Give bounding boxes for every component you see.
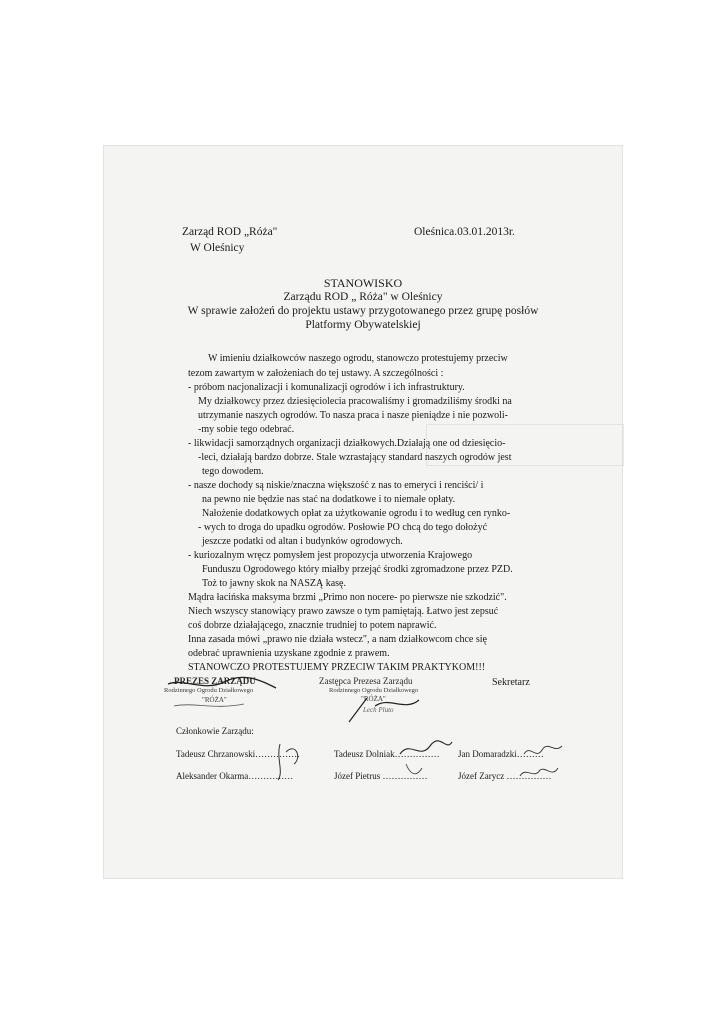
org-city: W Oleśnicy [190, 242, 245, 254]
body-line: -my sobie tego odebrać. [198, 424, 295, 435]
president-stamp [164, 676, 284, 720]
signature-scribble [272, 734, 312, 784]
stamp-line-2: Rodzinnego Ogrodu Działkowego [164, 687, 254, 694]
closing-statement: STANOWCZO PROTESTUJEMY PRZECIW TAKIM PRAKTYKOM!!! [188, 662, 486, 673]
members-label: Członkowie Zarządu: [176, 726, 254, 736]
body-line: tezom zawartym w założeniach do tej ustawy. A szczególności : [188, 368, 444, 379]
signature-scribble [396, 734, 456, 784]
stamp-role: Zastępca Prezesa Zarządu [319, 676, 413, 686]
body-line: utrzymanie naszych ogrodów. To nasza praca i nasze pieniądze i nie pozwoli- [198, 410, 509, 421]
member-signature: Tadeusz Dolniak…………… [334, 749, 440, 759]
body-line: na pewno nie będzie nas stać na dodatkowe i to niemałe opłaty. [202, 494, 456, 505]
stamp-line-2: Rodzinnego Ogrodu Działkowego [329, 687, 419, 694]
body-line: - próbom nacjonalizacji i komunalizacji ogrodów i ich infrastruktury. [188, 382, 465, 393]
secretary-label: Sekretarz [492, 677, 530, 688]
document-date: Oleśnica.03.01.2013r. [414, 226, 515, 238]
stamp-line-1: PREZES ZARZĄDU [174, 676, 256, 686]
signature-scribble [522, 740, 566, 762]
body-line: Toż to jawny skok na NASZĄ kasę. [202, 578, 346, 589]
title-line-4: Platformy Obywatelskiej [305, 319, 421, 331]
body-line: coś dobrze działającego, znacznie trudniej to potem naprawić. [188, 620, 437, 631]
document-page [104, 146, 622, 878]
body-line: Niech wszyscy stanowiący prawo zawsze o tym pamiętają. Łatwo jest zepsuć [188, 606, 499, 617]
body-line: Funduszu Ogrodowego który miałby przejąć środki zgromadzone przez PZD. [202, 564, 513, 575]
body-line: - likwidacji samorządnych organizacji działkowych.Działają one od dziesięcio- [188, 438, 506, 449]
member-signature: Tadeusz Chrzanowski…………… [176, 749, 301, 759]
signature-scribble [319, 676, 439, 730]
member-signature: Aleksander Okarma…………… [176, 771, 294, 781]
stamp-line-3: "RÓŻA" [361, 695, 386, 703]
member-signature: Jan Domaradzki……… [458, 749, 544, 759]
body-line: Nałożenie dodatkowych opłat za użytkowanie ogrodu i to według cen rynko- [202, 508, 511, 519]
body-line: Inna zasada mówi „prawo nie działa wstecz", a nam działkowcom chce się [188, 634, 487, 645]
body-line: W imieniu działkowców naszego ogrodu, stanowczo protestujemy przeciw [208, 353, 508, 364]
body-line: My działkowcy przez dziesięciolecia pracowaliśmy i gromadziliśmy środki na [198, 396, 512, 407]
body-line: - kuriozalnym wręcz pomysłem jest propozycja utworzenia Krajowego [188, 550, 473, 561]
title-line-3: W sprawie założeń do projektu ustawy przygotowanego przez grupę posłów [187, 305, 539, 317]
member-signature: Józef Zarycz …………… [458, 771, 552, 781]
title-line-2: Zarządu ROD „ Róża" w Oleśnicy [283, 291, 443, 303]
member-signature: Józef Pietrus …………… [334, 771, 428, 781]
body-line: tego dowodem. [202, 466, 264, 477]
body-line: -leci, działają bardzo dobrze. Stale wzrastający standard naszych ogrodów jest [198, 452, 512, 463]
body-line: odebrać uprawnienia uzyskane zgodnie z prawem. [188, 648, 390, 659]
stamp-line-3: "RÓŻA" [202, 696, 227, 704]
signature-scribble [164, 676, 284, 720]
document-title: STANOWISKO [323, 276, 403, 290]
body-line: Mądra łacińska maksyma brzmi „Primo non nocere- po pierwsze nie szkodzić". [188, 592, 507, 603]
vice-president-stamp [319, 676, 439, 730]
body-line: jeszcze podatki od altan i budynków ogrodowych. [202, 536, 403, 547]
org-name: Zarząd ROD „Róża" [182, 226, 278, 238]
body-line: - wych to droga do upadku ogrodów. Posłowie PO chcą do tego dołożyć [198, 522, 488, 533]
body-line: - nasze dochody są niskie/znaczna większość z nas to emeryci i renciści/ i [188, 480, 484, 491]
signature-scribble [516, 764, 560, 782]
stamp-name: Lech Pluto [363, 706, 394, 714]
